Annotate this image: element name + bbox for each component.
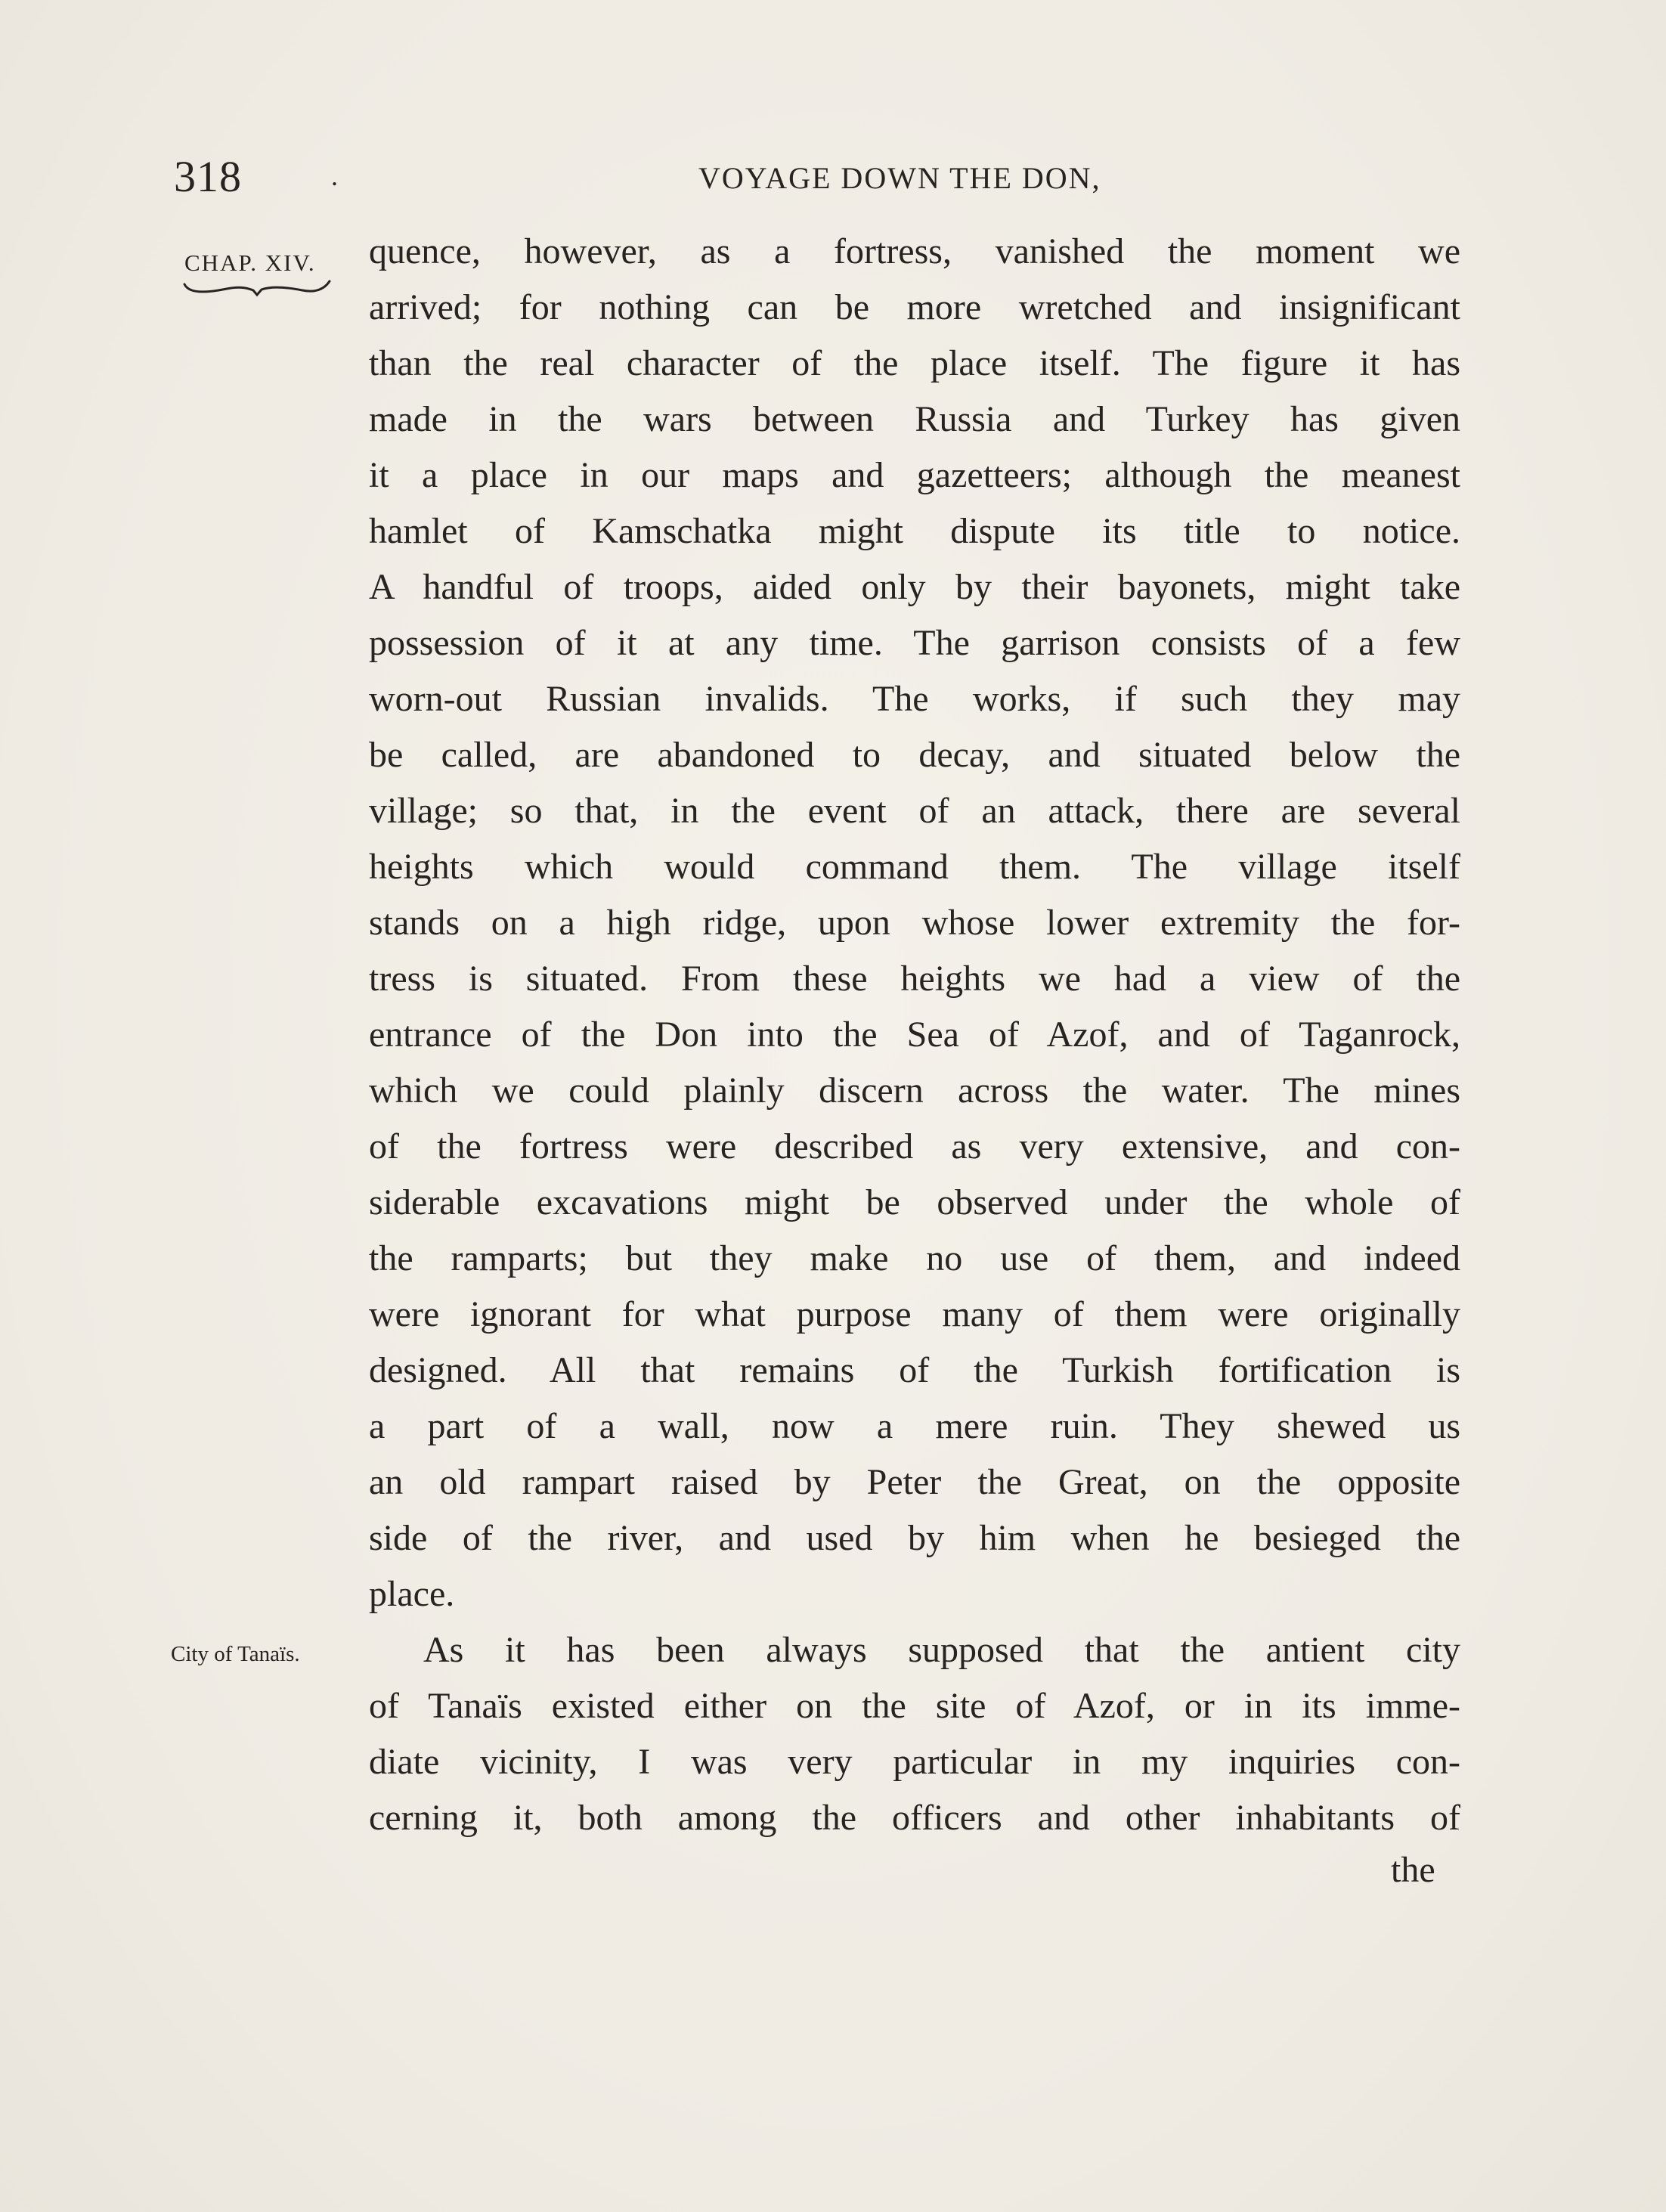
text-line: of the fortress were described as very extensive, and con-: [369, 1126, 1460, 1166]
text-line: of Tanaïs existed either on the site of Azof, or in its imme-: [369, 1686, 1460, 1726]
text-line: stands on a high ridge, upon whose lower extremity the for-: [369, 903, 1460, 943]
text-line: diate vicinity, I was very particular in my inquiries con-: [369, 1742, 1460, 1782]
text-line: made in the wars between Russia and Turkey has given: [369, 399, 1460, 439]
body-text: [369, 224, 1460, 1846]
text-line: siderable excavations might be observed under the whole of: [369, 1182, 1460, 1222]
text-line: which we could plainly discern across the water. The mines: [369, 1070, 1460, 1111]
chapter-marginal-note: CHAP. XIV.: [184, 249, 316, 276]
text-line: the ramparts; but they make no use of them, and indeed: [369, 1238, 1460, 1278]
text-line: village; so that, in the event of an attack, there are several: [369, 791, 1460, 831]
page-number-dot: .: [331, 161, 338, 191]
text-line: entrance of the Don into the Sea of Azof, and of Taganrock,: [369, 1015, 1460, 1055]
chapter-flourish-ornament: [181, 278, 333, 308]
catchword: the: [1391, 1850, 1435, 1890]
text-line: worn-out Russian invalids. The works, if such they may: [369, 679, 1460, 719]
text-line: arrived; for nothing can be more wretched and insignificant: [369, 287, 1460, 327]
text-line-paragraph-end: place.: [369, 1574, 455, 1614]
text-line: were ignorant for what purpose many of them were originally: [369, 1294, 1460, 1334]
text-line: hamlet of Kamschatka might dispute its title to notice.: [369, 511, 1460, 551]
text-line: quence, however, as a fortress, vanished the moment we: [369, 231, 1460, 271]
text-line: possession of it at any time. The garrison consists of a few: [369, 623, 1460, 663]
text-line: an old rampart raised by Peter the Great, on the opposite: [369, 1462, 1460, 1502]
text-line: heights which would command them. The village itself: [369, 847, 1460, 887]
text-line: designed. All that remains of the Turkish fortification is: [369, 1350, 1460, 1390]
text-line: A handful of troops, aided only by their bayonets, might take: [369, 567, 1460, 607]
side-note-city-of-tanais: City of Tanaïs.: [171, 1642, 300, 1666]
page-number: 318: [174, 152, 242, 201]
text-line: than the real character of the place itself. The figure it has: [369, 343, 1460, 383]
text-line: tress is situated. From these heights we had a view of the: [369, 959, 1460, 999]
text-line: side of the river, and used by him when he besieged the: [369, 1518, 1460, 1558]
text-line: it a place in our maps and gazetteers; although the meanest: [369, 455, 1460, 495]
text-line: cerning it, both among the officers and other inhabitants of: [369, 1798, 1460, 1838]
text-line: a part of a wall, now a mere ruin. They shewed us: [369, 1406, 1460, 1446]
running-title: VOYAGE DOWN THE DON,: [698, 161, 1101, 195]
text-line-paragraph-start: As it has been always supposed that the antient city: [423, 1630, 1460, 1670]
text-line: be called, are abandoned to decay, and situated below the: [369, 735, 1460, 775]
